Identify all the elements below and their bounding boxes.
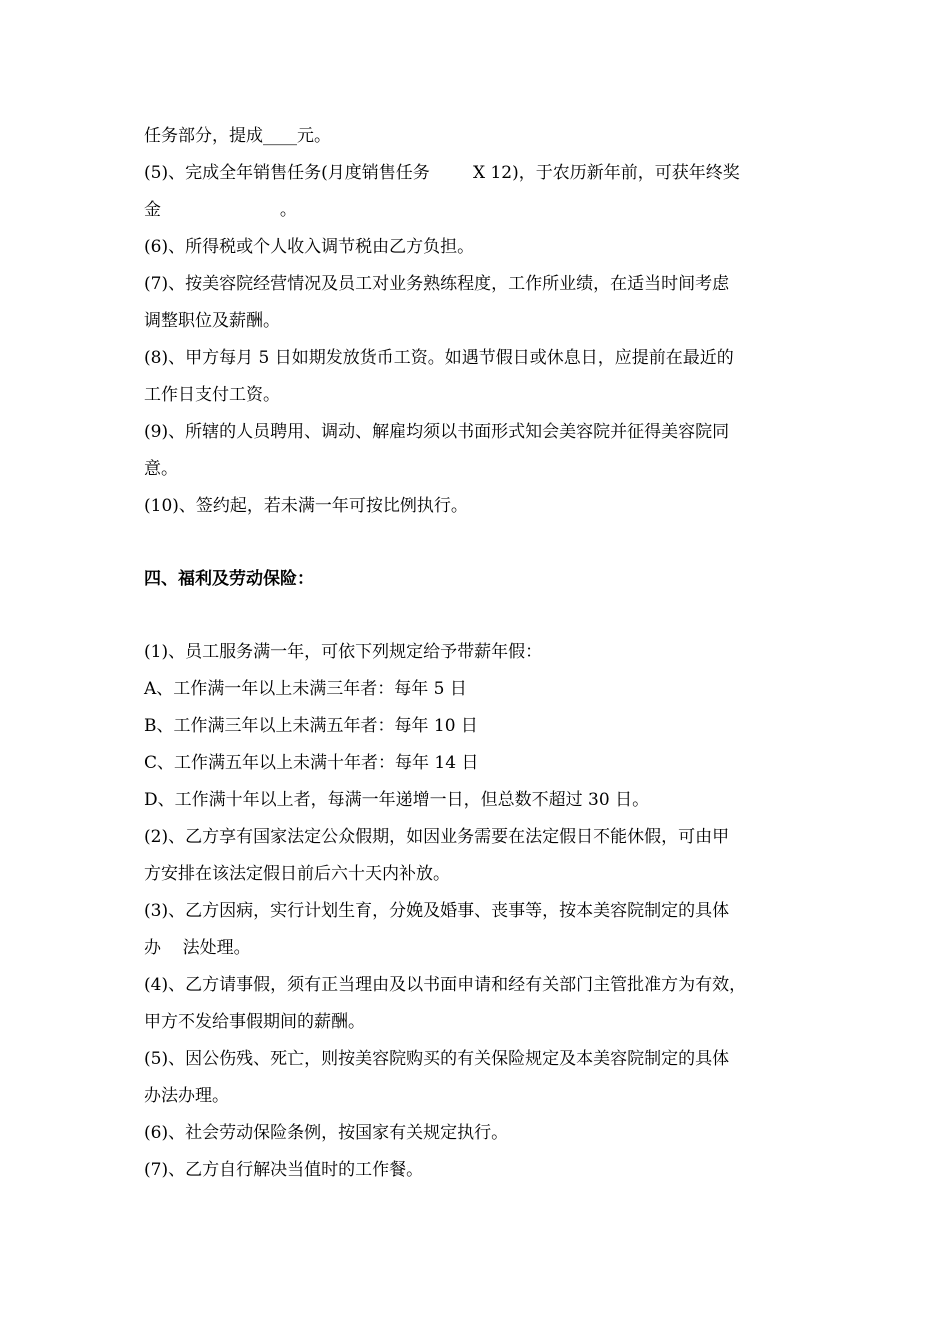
paragraph-line: 工作日支付工资。 (144, 385, 280, 405)
paragraph-line: 办法办理。 (144, 1086, 229, 1106)
paragraph-line: 甲方不发给事假期间的薪酬。 (144, 1012, 365, 1032)
document-page (144, 118, 816, 1189)
paragraph-line: (8)、甲方每月 5 日如期发放货币工资。如遇节假日或休息日，应提前在最近的 (144, 348, 734, 368)
paragraph-line: (10)、签约起，若未满一年可按比例执行。 (144, 496, 468, 516)
paragraph-line: (6)、所得税或个人收入调节税由乙方负担。 (144, 237, 475, 257)
paragraph-line: D、工作满十年以上者，每满一年递增一日，但总数不超过 30 日。 (144, 790, 650, 810)
paragraph-line: 方安排在该法定假日前后六十天内补放。 (144, 864, 450, 884)
paragraph-line: (7)、按美容院经营情况及员工对业务熟练程度，工作所业绩，在适当时间考虑 (144, 274, 730, 294)
paragraph-line: A、工作满一年以上未满三年者：每年 5 日 (144, 679, 467, 699)
paragraph-line: 办 法处理。 (144, 938, 251, 958)
section3-continued (144, 118, 816, 525)
paragraph-line: B、工作满三年以上未满五年者：每年 10 日 (144, 716, 478, 736)
paragraph-line: 金 。 (144, 200, 297, 220)
paragraph-line: 意。 (144, 459, 178, 479)
paragraph-line: (4)、乙方请事假，须有正当理由及以书面申请和经有关部门主管批准方为有效， (144, 975, 747, 995)
paragraph-line: (7)、乙方自行解决当值时的工作餐。 (144, 1160, 424, 1180)
spacer (144, 525, 816, 561)
paragraph-line: (1)、员工服务满一年，可依下列规定给予带薪年假： (144, 642, 543, 662)
paragraph-line: (9)、所辖的人员聘用、调动、解雇均须以书面形式知会美容院并征得美容院同 (144, 422, 730, 442)
paragraph-line: 调整职位及薪酬。 (144, 311, 280, 331)
paragraph-line: 任务部分，提成____元。 (144, 126, 331, 146)
paragraph-line: (5)、完成全年销售任务(月度销售任务 X 12)，于农历新年前，可获年终奖 (144, 163, 740, 183)
paragraph-line: C、工作满五年以上未满十年者：每年 14 日 (144, 753, 479, 773)
paragraph-line: (3)、乙方因病，实行计划生育，分娩及婚事、丧事等，按本美容院制定的具体 (144, 901, 730, 921)
paragraph-line: (2)、乙方享有国家法定公众假期，如因业务需要在法定假日不能休假，可由甲 (144, 827, 730, 847)
section-heading: 四、福利及劳动保险： (144, 569, 314, 589)
section4-body (144, 634, 816, 1189)
paragraph-line: (6)、社会劳动保险条例，按国家有关规定执行。 (144, 1123, 509, 1143)
paragraph-line: (5)、因公伤残、死亡，则按美容院购买的有关保险规定及本美容院制定的具体 (144, 1049, 730, 1069)
spacer (144, 598, 816, 634)
